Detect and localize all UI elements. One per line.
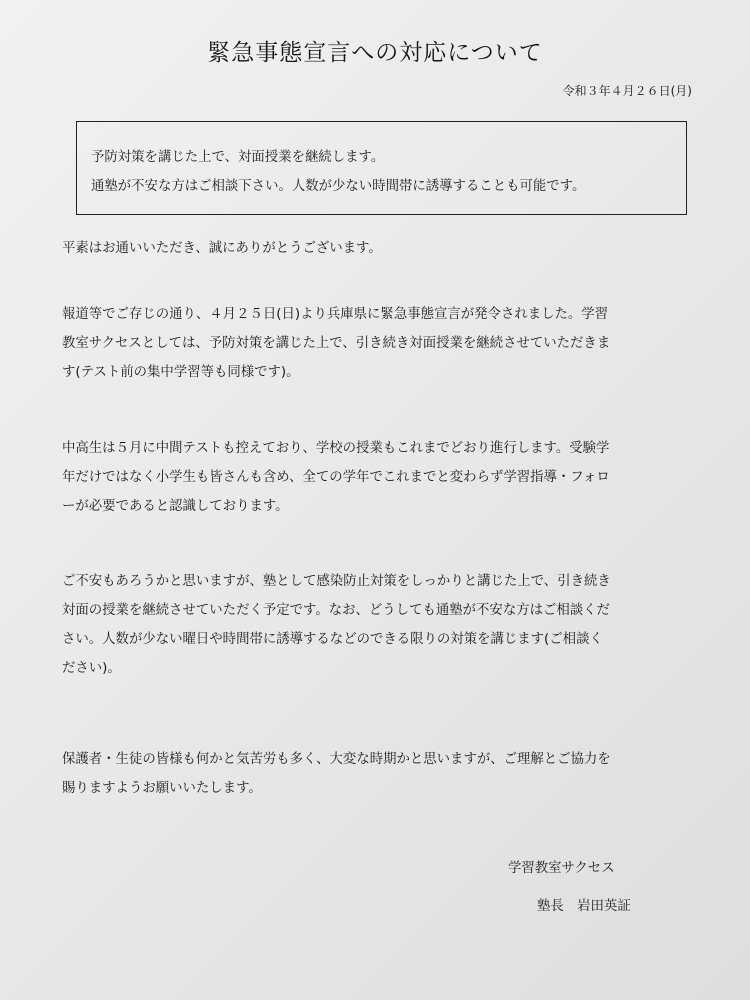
paragraph-line: ご不安もあろうかと思いますが、塾として感染防止対策をしっかりと講じた上で、引き続き bbox=[62, 574, 611, 589]
notice-box bbox=[76, 121, 687, 215]
paragraph-line: 年だけではなく小学生も皆さんも含め、全ての学年でこれまでと変わらず学習指導・フォロ bbox=[62, 470, 610, 485]
greeting-paragraph bbox=[62, 234, 702, 263]
paragraph-line: 中高生は５月に中間テストも控えており、学校の授業もこれまでどおり進行します。受験学 bbox=[62, 441, 610, 456]
paragraph-announcement bbox=[62, 300, 702, 387]
paragraph-line: ーが必要であると認識しております。 bbox=[62, 499, 289, 514]
paragraph-line: 報道等でご存じの通り、４月２５日(日)より兵庫県に緊急事態宣言が発令されました。学習 bbox=[62, 307, 609, 322]
signature-name: 塾長 岩田英証 bbox=[537, 899, 631, 914]
paragraph-line: 保護者・生徒の皆様も何かと気苦労も多く、大変な時期かと思いますが、ご理解とご協力を bbox=[62, 752, 611, 767]
document-date: 令和３年４月２６日(月) bbox=[562, 84, 692, 98]
signature-organization: 学習教室サクセス bbox=[508, 861, 615, 876]
document-title: 緊急事態宣言への対応について bbox=[207, 40, 543, 66]
notice-line: 通塾が不安な方はご相談下さい。人数が少ない時間帯に誘導することも可能です。 bbox=[91, 179, 586, 194]
paragraph-students bbox=[62, 434, 702, 521]
paragraph-line: 平素はお通いいただき、誠にありがとうございます。 bbox=[62, 241, 382, 256]
paragraph-measures bbox=[62, 567, 702, 683]
paragraph-line: ださい)。 bbox=[62, 661, 121, 676]
paragraph-line: す(テスト前の集中学習等も同様です)。 bbox=[62, 365, 300, 380]
paragraph-line: 賜りますようお願いいたします。 bbox=[62, 781, 262, 796]
paragraph-line: さい。人数が少ない曜日や時間帯に誘導するなどのできる限りの対策を講じます(ご相談く bbox=[62, 632, 603, 647]
paragraph-closing bbox=[62, 745, 702, 803]
paragraph-line: 対面の授業を継続させていただく予定です。なお、どうしても通塾が不安な方はご相談くだ bbox=[62, 603, 610, 618]
paragraph-line: 教室サクセスとしては、予防対策を講じた上で、引き続き対面授業を継続させていただきま bbox=[62, 336, 611, 351]
notice-line: 予防対策を講じた上で、対面授業を継続します。 bbox=[91, 150, 385, 165]
